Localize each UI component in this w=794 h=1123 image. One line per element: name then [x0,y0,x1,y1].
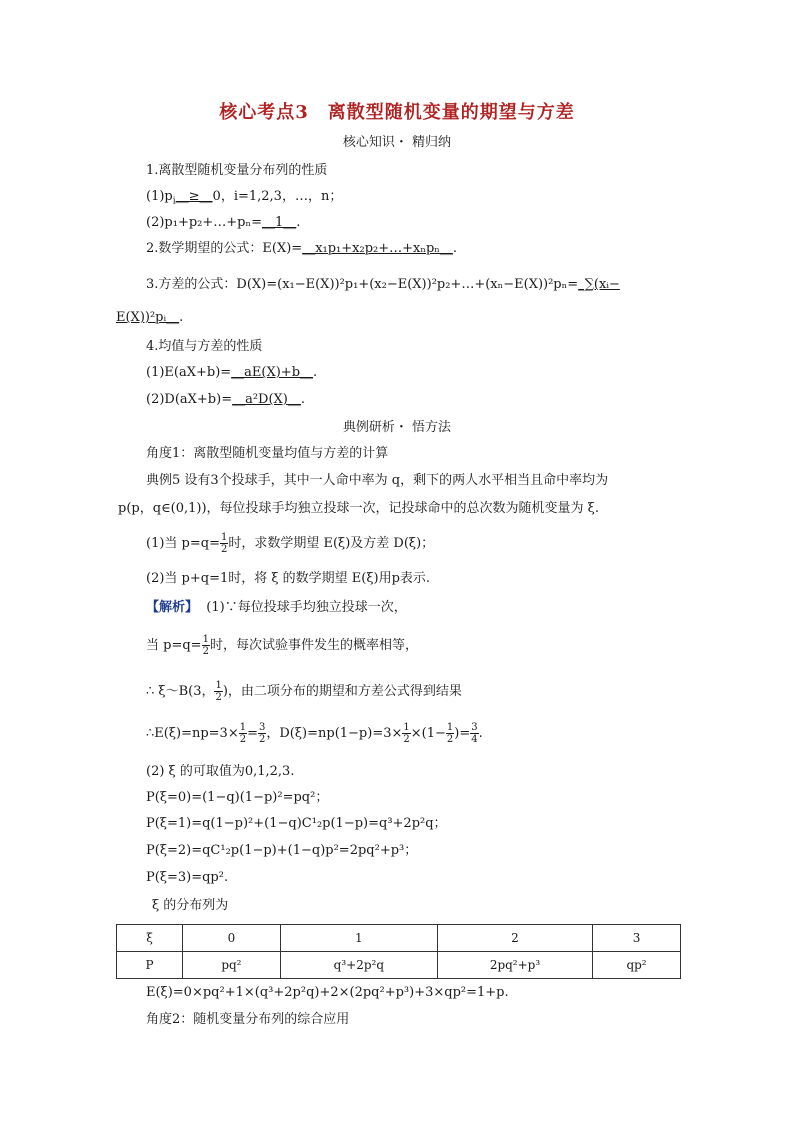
table-cell: 2 [437,925,592,952]
solution-part2-values: (2) ξ 的可取值为0,1,2,3. [146,764,295,779]
knowledge-item-1b: (2)p₁+p₂+…+pₙ=__1__. [146,215,301,230]
table-cell: pq² [183,952,281,979]
table-cell: qp² [593,952,681,979]
table-row [117,925,681,952]
section-heading-knowledge: 核心知识・ 精归纳 [342,135,452,150]
prob-line-2: P(ξ=2)=qC¹₂p(1−p)+(1−q)p²=2pq²+p³； [146,843,418,858]
table-cell: 3 [593,925,681,952]
table-cell: 1 [280,925,437,952]
solution-line-1: 【解析】 (1)∵每位投球手均独立投球一次， [146,600,407,615]
knowledge-item-2: 2.数学期望的公式：E(X)=__x₁p₁+x₂p₂+…+xₙpₙ__. [146,241,458,256]
knowledge-item-4b: (2)D(aX+b)=__a²D(X)__. [146,392,306,407]
question-2: (2)当 p+q=1时，将 ξ 的数学期望 E(ξ)用p表示. [146,571,431,586]
angle-1-heading: 角度1：离散型随机变量均值与方差的计算 [146,446,389,461]
table-row [117,952,681,979]
knowledge-item-3-line2: E(X))²pᵢ__. [116,310,184,325]
example-text-line2: p(p，q∈(0,1))，每位投球手均独立投球一次，记投球命中的总次数为随机变量为 ξ. [118,501,599,516]
knowledge-item-4: 4.均值与方差的性质 [146,339,263,354]
prob-line-3: P(ξ=3)=qp². [146,870,229,885]
solution-line-4: ∴E(ξ)=np=3× $\frac{1}{2}$ = $\frac{3}{2}$ ，D(ξ)=np(1−p)=3× $\frac{1}{2}$ ×(1− $\frac{1}{2}$ )= $\frac{3}{4}$ . [146,722,483,745]
knowledge-item-1: 1.离散型随机变量分布列的性质 [146,163,328,178]
table-cell: ξ [117,925,183,952]
knowledge-item-3-line1: 3.方差的公式：D(X)=(x₁−E(X))²p₁+(x₂−E(X))²p₂+…+(xₙ−E(X))²pₙ=_∑(xᵢ− [146,277,620,292]
angle-2-heading: 角度2：随机变量分布列的综合应用 [146,1012,350,1027]
prob-line-0: P(ξ=0)=(1−q)(1−p)²=pq²； [146,790,329,805]
distribution-intro: ξ 的分布列为 [152,898,229,913]
distribution-table [116,924,681,979]
prob-line-1: P(ξ=1)=q(1−p)²+(1−q)C¹₂p(1−p)=q³+2p²q； [146,816,447,831]
table-cell: q³+2p²q [280,952,437,979]
knowledge-item-4a: (1)E(aX+b)=__aE(X)+b__. [146,365,318,380]
example-text-line1: 典例5 设有3个投球手，其中一人命中率为 q，剩下的两人水平相当且命中率均为 [146,473,609,488]
expectation-result: E(ξ)=0×pq²+1×(q³+2p²q)+2×(2pq²+p³)+3×qp²=1+p. [146,985,509,1000]
solution-line-2: 当 p=q= $\frac{1}{2}$ 时，每次试验事件发生的概率相等， [146,634,418,657]
table-cell: 2pq²+p³ [437,952,592,979]
solution-line-3: ∴ ξ～B(3， $\frac{1}{2}$ )，由二项分布的期望和方差公式得到结果 [146,680,462,703]
page-title: 核心考点3 离散型随机变量的期望与方差 [219,102,575,123]
table-cell: 0 [183,925,281,952]
table-cell: P [117,952,183,979]
knowledge-item-1a: $(1)p_i\_\_\ge\_\_0$，i=1,2,3，…，n； [146,189,343,207]
question-1: (1)当 p=q= $\frac{1}{2}$ 时，求数学期望 E(ξ)及方差 D(ξ)； [146,532,435,555]
solution-tag: 【解析】 [146,600,199,615]
section-heading-examples: 典例研析・ 悟方法 [342,420,452,435]
